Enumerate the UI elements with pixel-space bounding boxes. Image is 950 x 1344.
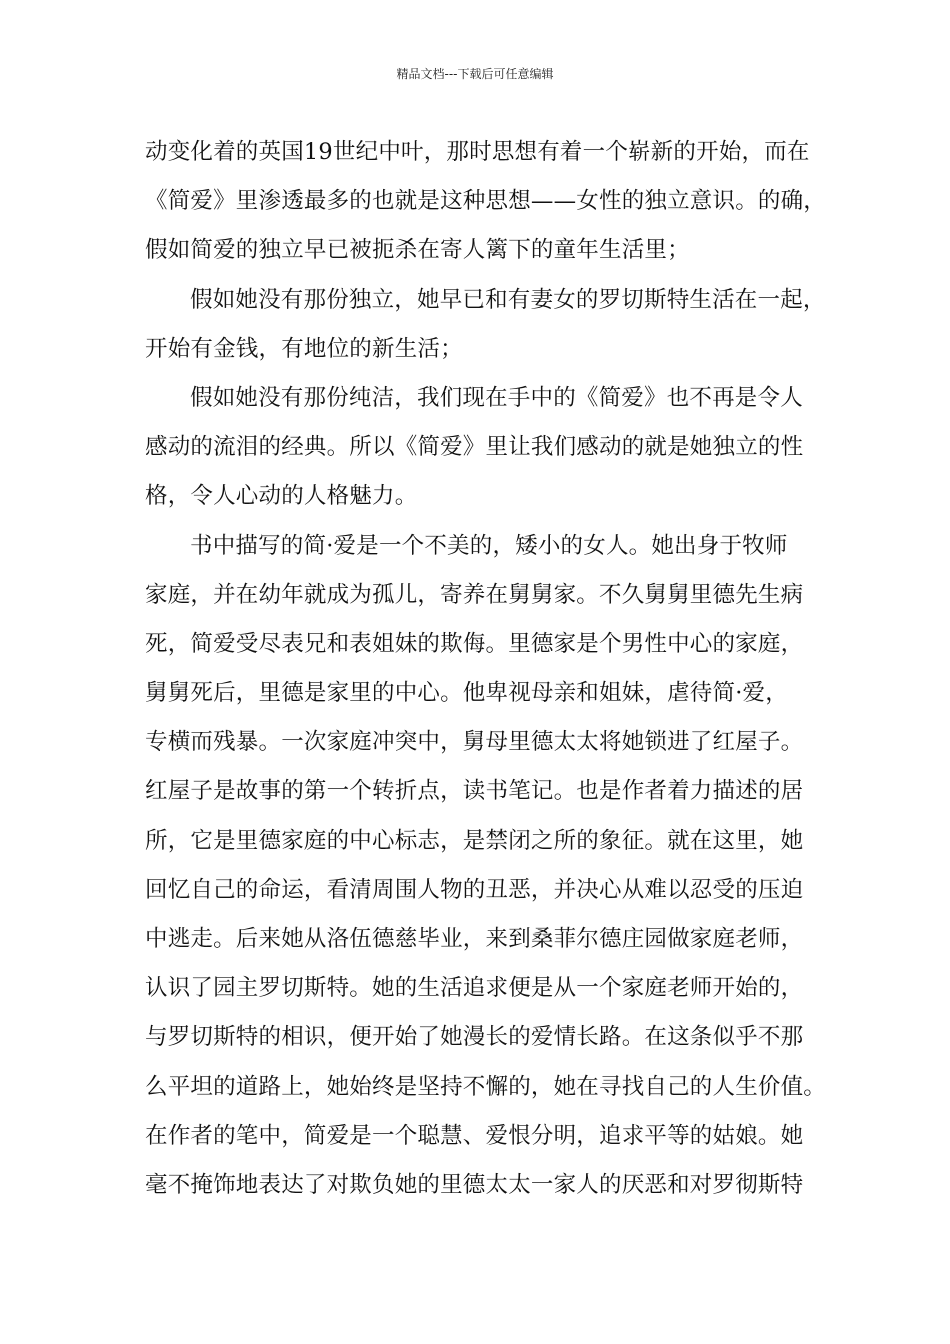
text-line: 中逃走。后来她从洛伍德慈毕业，来到桑菲尔德庄园做家庭老师， bbox=[145, 926, 804, 952]
document-body bbox=[145, 128, 825, 1210]
text-line: 与罗切斯特的相识，便开始了她漫长的爱情长路。在这条似乎不那 bbox=[145, 1024, 804, 1051]
text-line: 感动的流泪的经典。所以《简爱》里让我们感动的就是她独立的性 bbox=[145, 434, 804, 461]
page-header: 精品文档---下载后可任意编辑 bbox=[396, 67, 554, 81]
text-line: 专横而残暴。一次家庭冲突中，舅母里德太太将她锁进了红屋子。 bbox=[145, 729, 804, 756]
text-line: 假如她没有那份独立，她早已和有妻女的罗切斯特生活在一起， bbox=[190, 286, 826, 313]
text-line: 认识了园主罗切斯特。她的生活追求便是从一个家庭老师开始的， bbox=[145, 975, 804, 1002]
text-line: 假如简爱的独立早已被扼杀在寄人篱下的童年生活里； bbox=[145, 237, 690, 264]
text-line: 动变化着的英国19世纪中叶，那时思想有着一个崭新的开始，而在 bbox=[145, 139, 810, 165]
text-line: 舅舅死后，里德是家里的中心。他卑视母亲和姐妹，虐待简·爱， bbox=[145, 680, 788, 707]
text-line: 么平坦的道路上，她始终是坚持不懈的，她在寻找自己的人生价值。 bbox=[145, 1073, 827, 1100]
text-line: 《简爱》里渗透最多的也就是这种思想——女性的独立意识。的确， bbox=[145, 188, 827, 215]
text-line: 毫不掩饰地表达了对欺负她的里德太太一家人的厌恶和对罗彻斯特 bbox=[145, 1171, 804, 1198]
text-line: 回忆自己的命运，看清周围人物的丑恶，并决心从难以忍受的压迫 bbox=[145, 876, 804, 903]
text-line: 书中描写的简·爱是一个不美的，矮小的女人。她出身于牧师 bbox=[190, 532, 788, 559]
text-line: 死，简爱受尽表兄和表姐妹的欺侮。里德家是个男性中心的家庭， bbox=[145, 630, 804, 657]
text-line: 格，令人心动的人格魅力。 bbox=[145, 483, 418, 510]
text-line: 开始有金钱，有地位的新生活； bbox=[145, 335, 463, 362]
text-line: 所，它是里德家庭的中心标志，是禁闭之所的象征。就在这里，她 bbox=[145, 827, 804, 854]
text-line: 家庭，并在幼年就成为孤儿，寄养在舅舅家。不久舅舅里德先生病 bbox=[145, 581, 804, 608]
text-line: 在作者的笔中，简爱是一个聪慧、爱恨分明，追求平等的姑娘。她 bbox=[145, 1122, 804, 1149]
text-line: 红屋子是故事的第一个转折点，读书笔记。也是作者着力描述的居 bbox=[145, 778, 804, 805]
text-line: 假如她没有那份纯洁，我们现在手中的《简爱》也不再是令人 bbox=[190, 384, 803, 411]
